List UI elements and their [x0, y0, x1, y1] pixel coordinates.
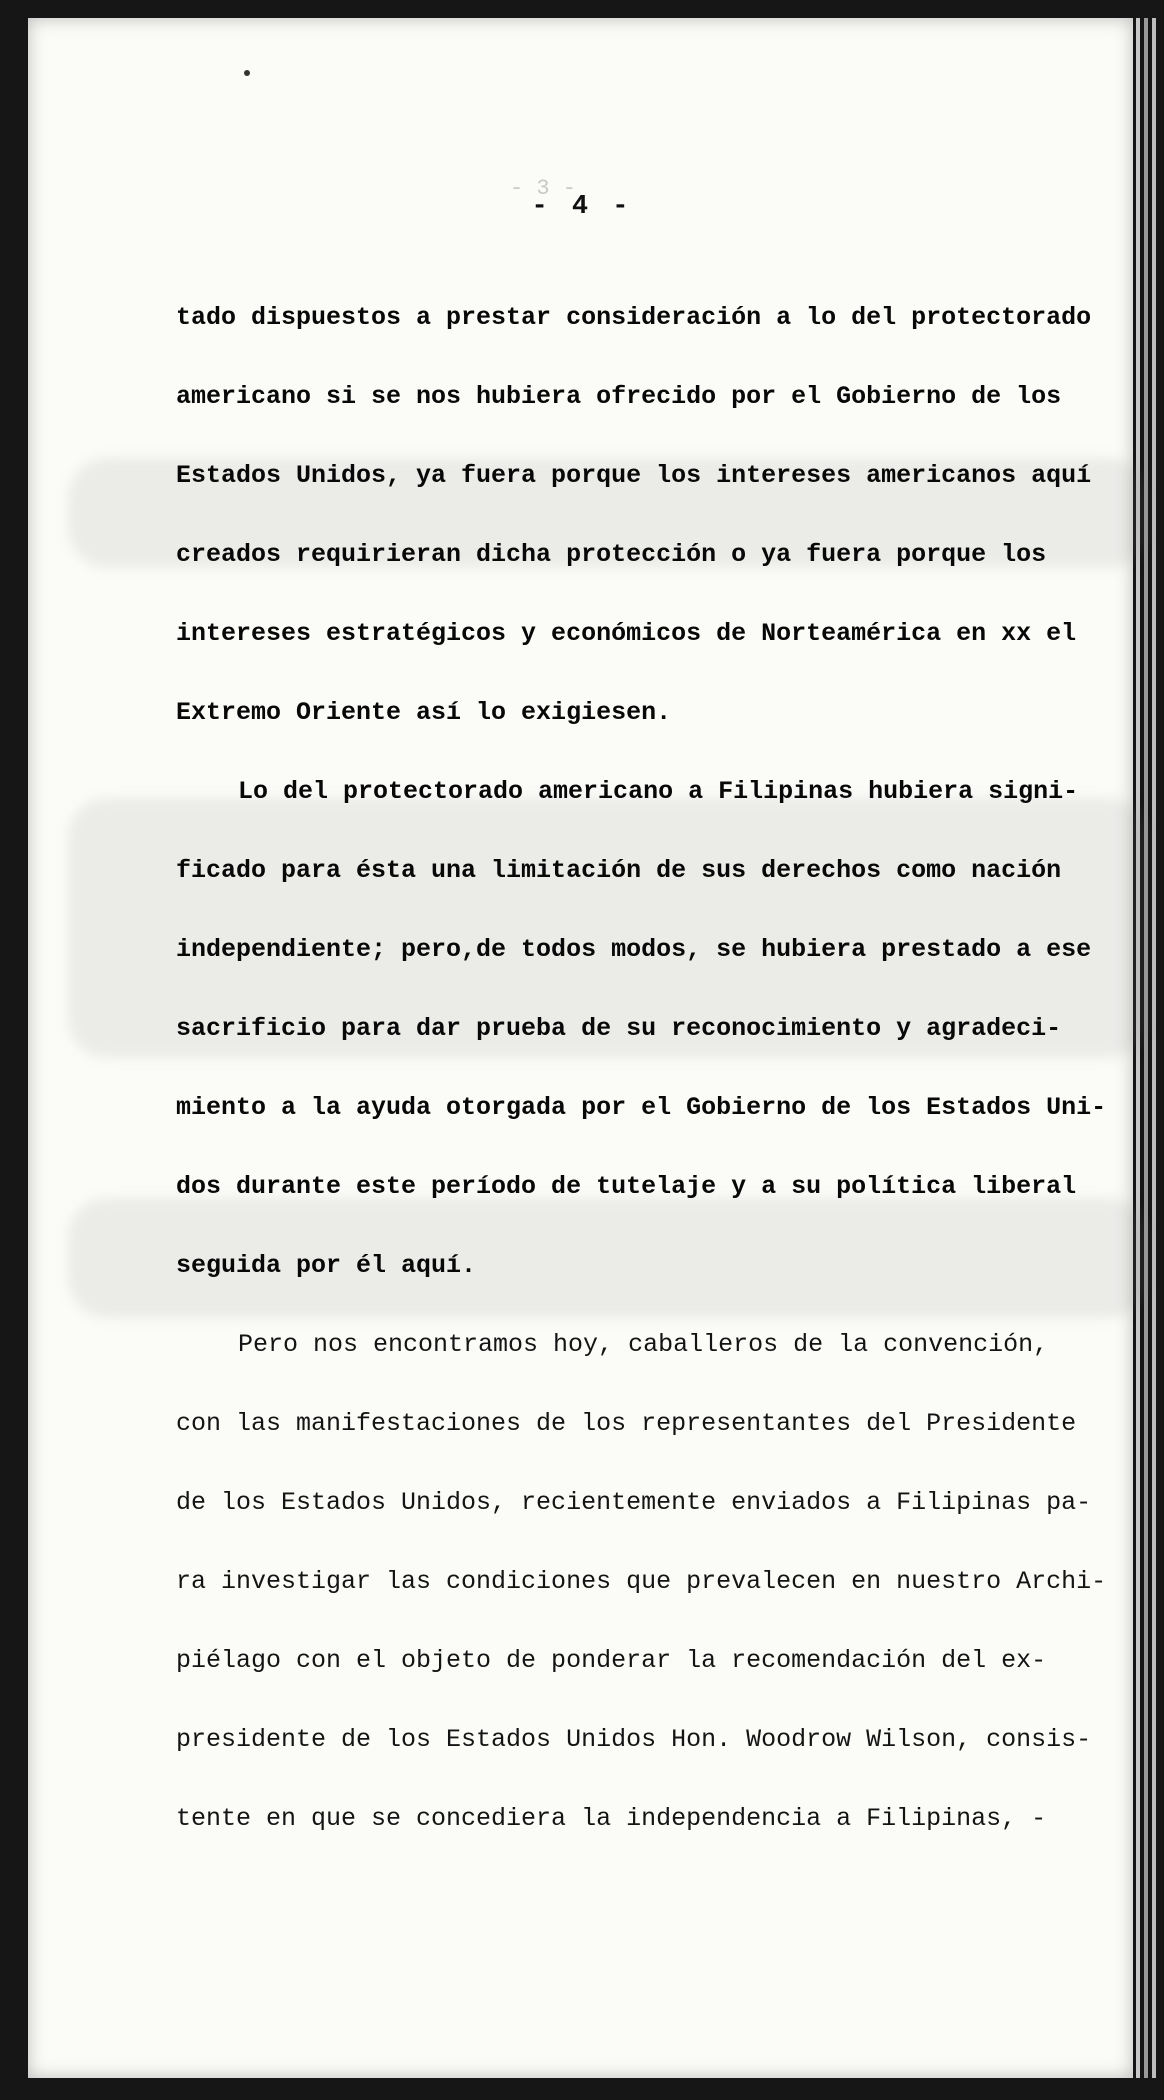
text-line: tente en que se concediera la independencia a Filipinas, -	[176, 1804, 1047, 1833]
text-line: miento a la ayuda otorgada por el Gobierno de los Estados Uni-	[176, 1093, 1107, 1122]
text-line: independiente; pero,de todos modos, se hubiera prestado a ese	[176, 935, 1092, 964]
paper-edge	[1136, 18, 1140, 2078]
text-line: presidente de los Estados Unidos Hon. Woodrow Wilson, consis-	[176, 1725, 1092, 1754]
text-line: Estados Unidos, ya fuera porque los intereses americanos aquí	[176, 461, 1092, 490]
text-line: Extremo Oriente así lo exigiesen.	[176, 698, 672, 727]
text-line: piélago con el objeto de ponderar la recomendación del ex-	[176, 1646, 1047, 1675]
text-line: ficado para ésta una limitación de sus derechos como nación	[176, 856, 1062, 885]
ink-speck	[244, 70, 250, 76]
paper-edge	[1152, 18, 1156, 2078]
text-line: dos durante este período de tutelaje y a su política liberal	[176, 1172, 1077, 1201]
text-line: con las manifestaciones de los representantes del Presidente	[176, 1409, 1077, 1438]
text-line: americano si se nos hubiera ofrecido por el Gobierno de los	[176, 382, 1062, 411]
text-line: creados requirieran dicha protección o ya fuera porque los	[176, 540, 1047, 569]
text-line: seguida por él aquí.	[176, 1251, 477, 1280]
faint-page-number: - 3 -	[510, 176, 577, 201]
page-number: - 4 -	[531, 192, 633, 222]
text-line: de los Estados Unidos, recientemente enviados a Filipinas pa-	[176, 1488, 1092, 1517]
text-line: ra investigar las condiciones que prevalecen en nuestro Archi-	[176, 1567, 1107, 1596]
text-line: sacrificio para dar prueba de su reconocimiento y agradeci-	[176, 1014, 1062, 1043]
text-line: Pero nos encontramos hoy, caballeros de la convención,	[238, 1330, 1049, 1359]
body-text	[176, 298, 1107, 1878]
text-line: Lo del protectorado americano a Filipinas hubiera signi-	[238, 777, 1079, 806]
text-line: intereses estratégicos y económicos de Norteamérica en xx el	[176, 619, 1077, 648]
text-line: tado dispuestos a prestar consideración a lo del protectorado	[176, 303, 1092, 332]
paper-edge	[1144, 18, 1148, 2078]
